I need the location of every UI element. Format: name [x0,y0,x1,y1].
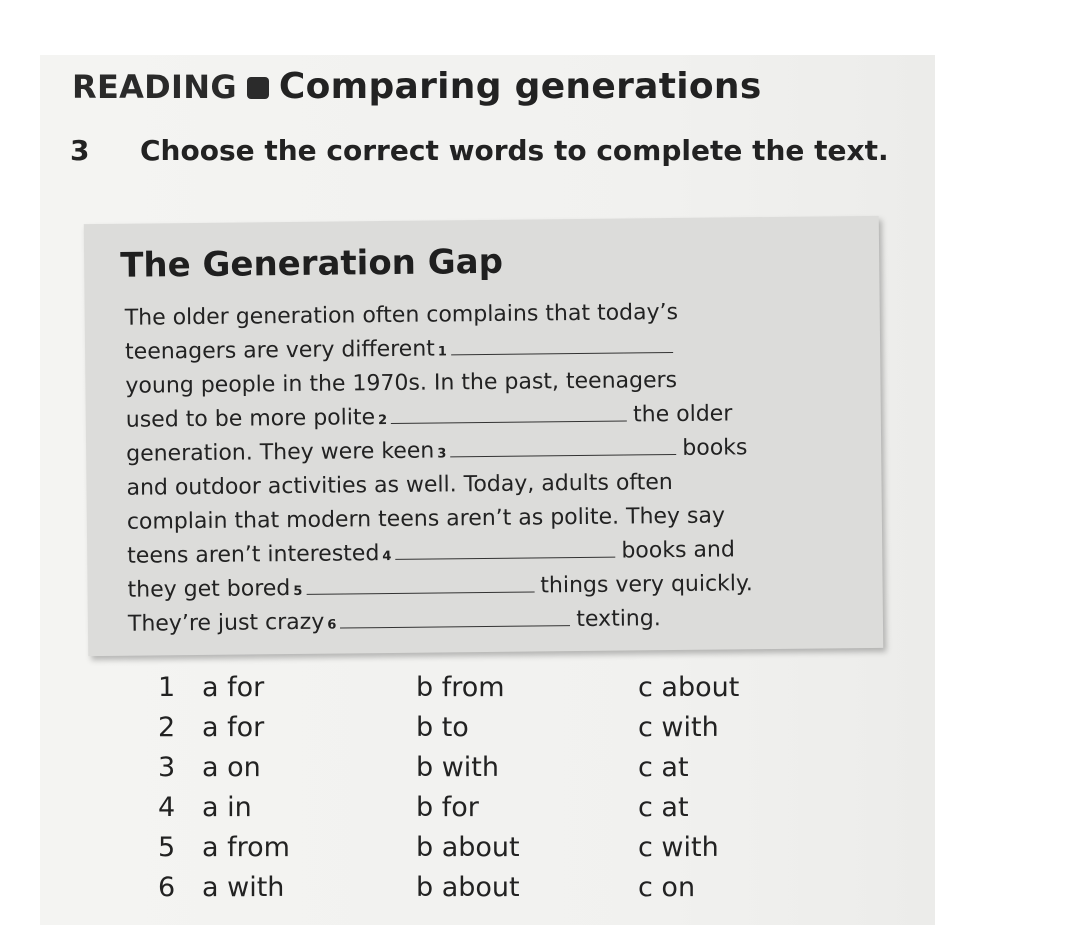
exercise-number: 3 [70,134,90,167]
option-b[interactable]: b about [416,872,520,903]
option-b[interactable]: b with [416,752,500,783]
line-text-after-gap: texting. [576,606,661,633]
option-b[interactable]: b for [416,792,479,823]
section-title: Comparing generations [278,66,762,107]
line-text: generation. They were keen [126,438,435,467]
option-b[interactable]: b from [416,672,505,703]
option-number: 3 [158,752,176,783]
answer-gap[interactable] [340,605,570,628]
section-kicker: READING [72,67,237,106]
line-text: teens aren’t interested [127,541,380,569]
line-text: They’re just crazy [127,609,325,637]
reading-text-box [84,216,883,656]
option-c[interactable]: c at [638,792,689,823]
line-text-after-gap: things very quickly. [540,571,753,599]
option-a[interactable]: a for [202,672,265,703]
option-a[interactable]: a on [202,752,261,783]
option-c[interactable]: c at [638,752,689,783]
line-text-after-gap: the older [632,401,733,428]
option-a[interactable]: a in [202,792,252,823]
instruction-text: Choose the correct words to complete the text. [140,134,889,167]
line-text: they get bored [127,576,291,603]
option-number: 2 [158,712,176,743]
option-row [150,872,850,912]
answer-gap[interactable] [451,332,673,355]
article-paragraph [125,294,849,642]
answer-gap[interactable] [391,400,627,423]
gap-number: 3 [437,446,447,462]
line-text: young people in the 1970s. In the past, teenagers [125,367,678,399]
gap-number: 4 [382,548,392,565]
line-text: and outdoor activities as well. Today, adults often [126,470,673,501]
article-title: The Generation Gap [119,241,504,286]
gap-number: 6 [327,617,337,633]
option-b[interactable]: b about [416,832,520,863]
option-number: 4 [158,792,176,823]
option-a[interactable]: a with [202,872,285,903]
line-text: complain that modern teens aren’t as polite. They say [126,503,726,535]
option-number: 6 [158,872,176,903]
option-row [150,752,850,792]
line-text: used to be more polite [125,405,376,433]
answer-gap[interactable] [450,434,676,457]
exercise-instruction [70,128,890,174]
line-text: teenagers are very different [124,336,435,365]
option-number: 5 [158,832,176,863]
answer-gap[interactable] [306,571,534,594]
line-text-after-gap: books and [621,537,736,564]
option-c[interactable]: c with [638,712,719,743]
answer-gap[interactable] [395,537,615,560]
gap-number: 2 [378,413,388,429]
option-c[interactable]: c with [638,832,719,863]
option-c[interactable]: c about [638,672,740,703]
gap-number: 1 [437,344,447,360]
option-b[interactable]: b to [416,712,469,743]
answer-options [150,672,850,912]
option-row [150,792,850,832]
option-number: 1 [158,672,176,703]
square-bullet-icon [247,77,269,99]
option-row [150,832,850,872]
gap-number: 5 [293,583,303,599]
line-text-after-gap: books [682,435,748,461]
option-a[interactable]: a for [202,712,265,743]
option-a[interactable]: a from [202,832,290,863]
option-row [150,712,850,752]
line-text: The older generation often complains that today’s [124,299,679,331]
section-heading [72,66,762,107]
option-row [150,672,850,712]
article-line [128,600,848,642]
option-c[interactable]: c on [638,872,696,903]
